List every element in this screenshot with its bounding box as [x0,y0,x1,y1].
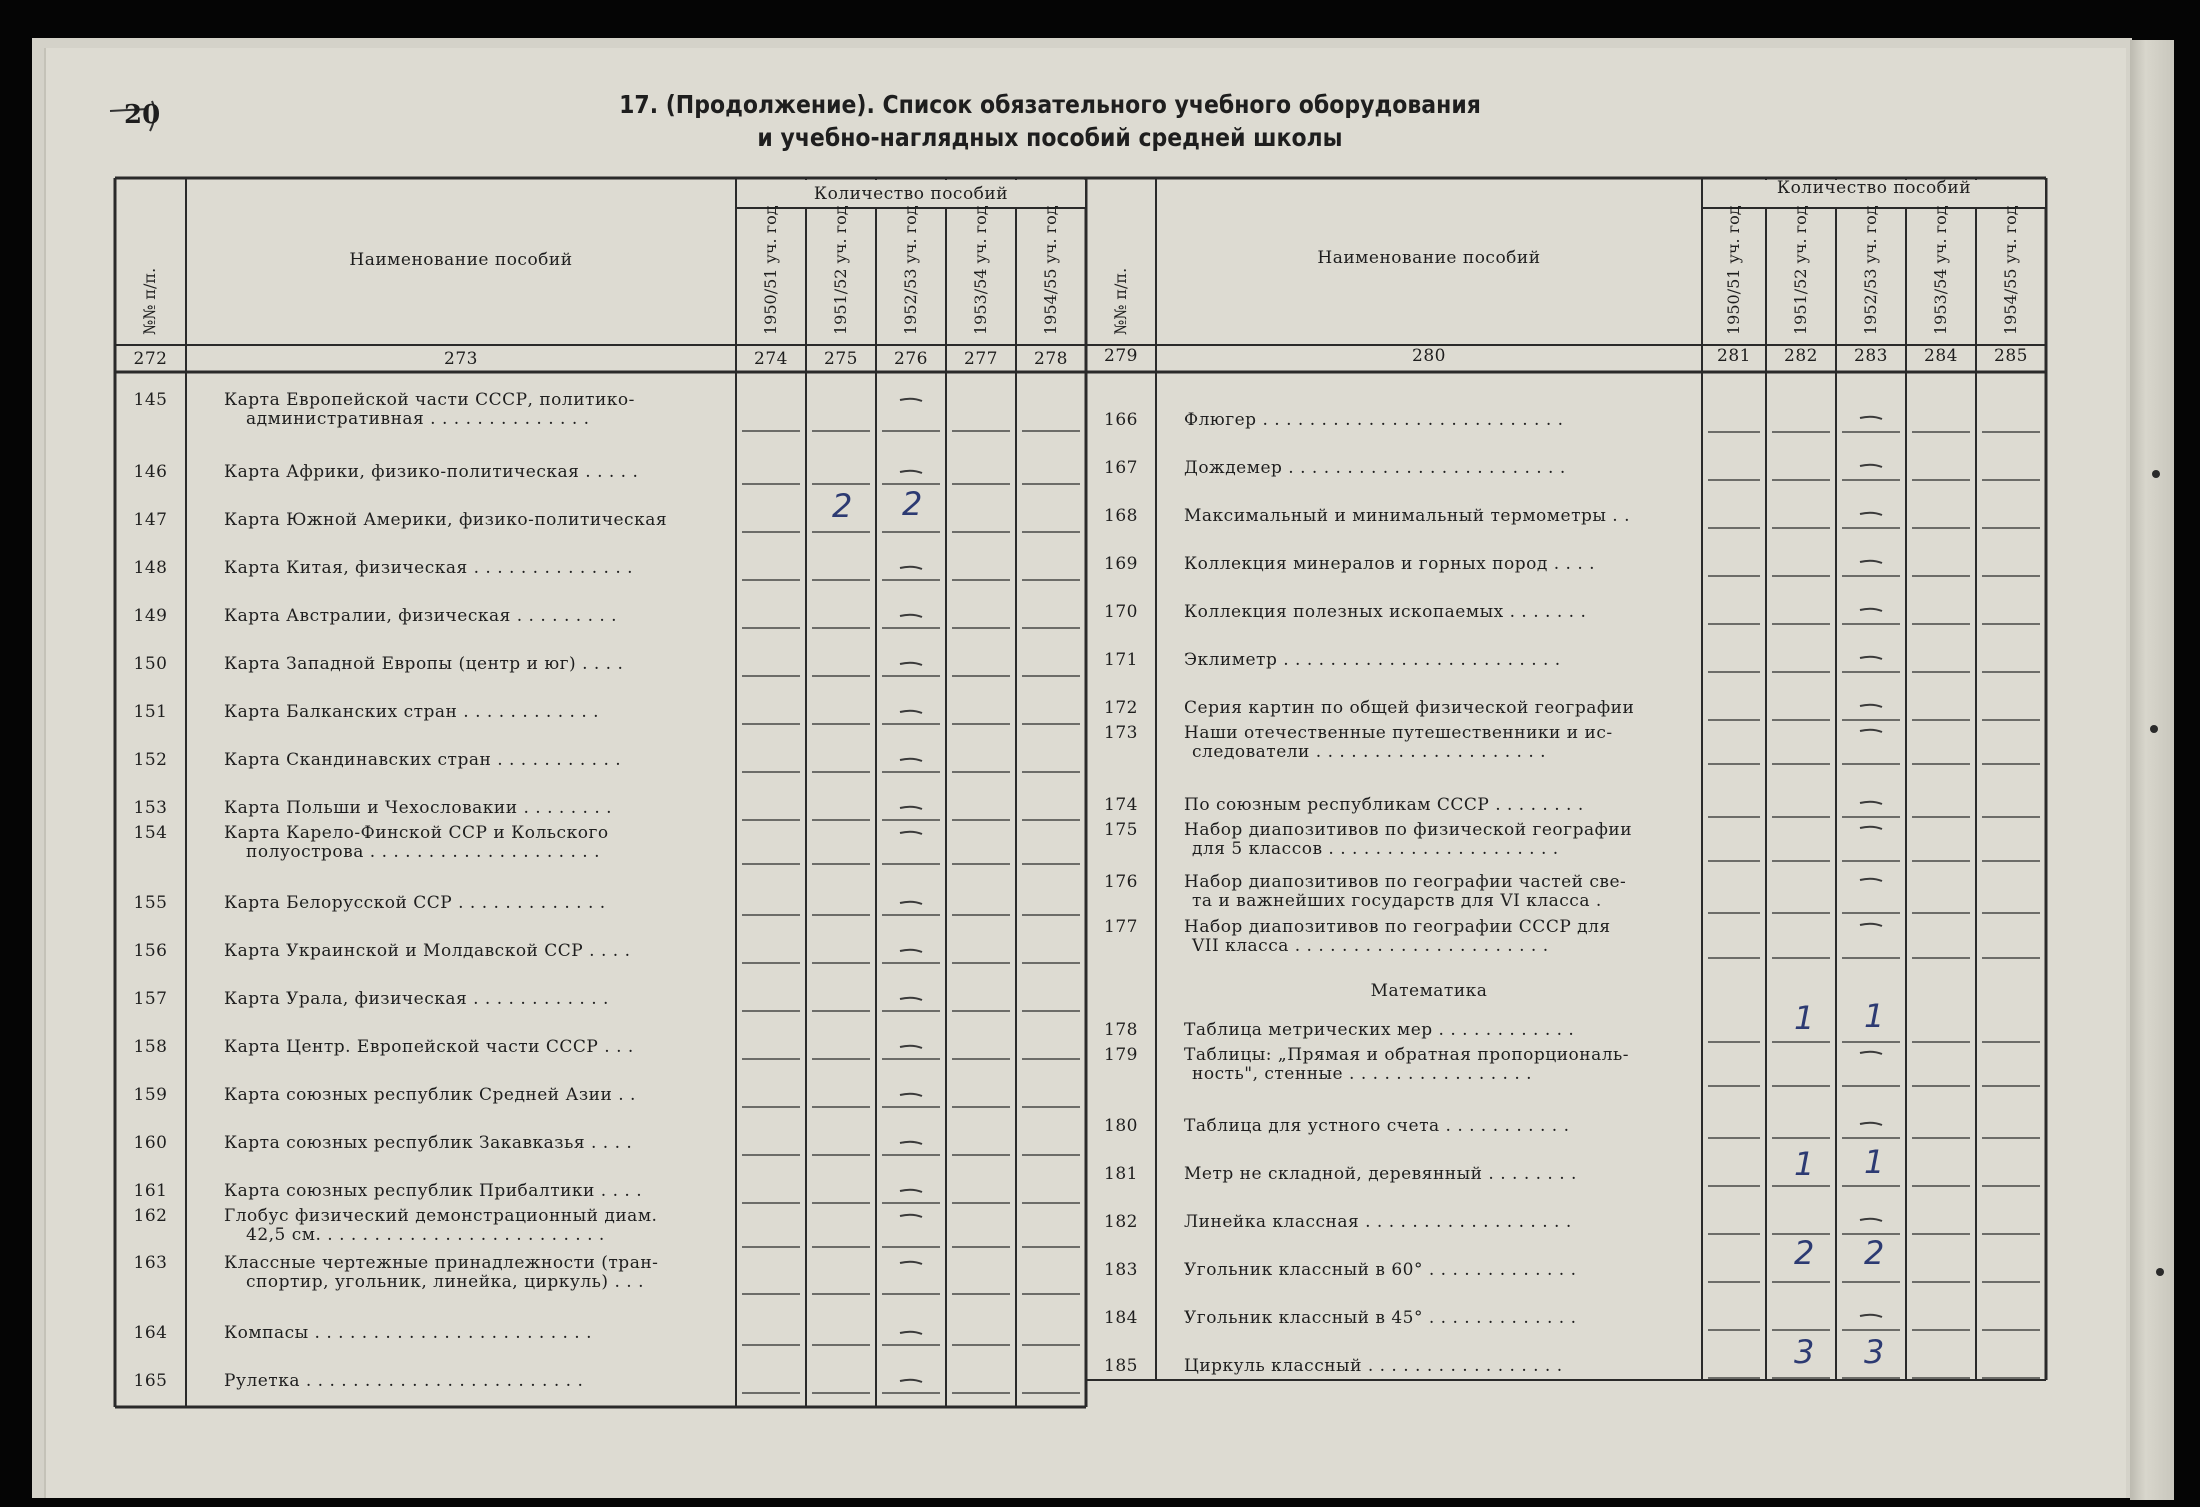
pencil-dash-mark [900,1262,922,1264]
header-number-label-right: №№ п/п. [1111,267,1130,335]
pencil-dash-mark [1860,1315,1882,1317]
pencil-dash-mark [900,663,922,665]
column-number-right: 282 [1784,346,1818,366]
header-year-right-3: 1953/54 уч. год [1931,205,1950,335]
left-row-name: Карта Африки, физико-политическая . . . . . [224,462,639,482]
right-row-number: 167 [1104,458,1138,478]
section-heading-mathematics: Математика [1370,981,1488,1001]
right-row-number: 172 [1104,698,1138,718]
right-row-number: 176 [1104,872,1138,892]
right-row-name: Серия картин по общей физической географии [1184,698,1635,718]
pencil-dash-mark [900,1094,922,1096]
left-row-number: 146 [133,462,168,482]
right-row-name: Флюгер . . . . . . . . . . . . . . . . . . . . . . . . . . [1184,410,1564,430]
pencil-dash-mark [900,567,922,569]
column-number: 276 [894,349,928,369]
right-row-number: 170 [1104,602,1138,622]
left-row-number: 159 [133,1085,168,1105]
left-row-number: 151 [133,702,168,722]
pencil-dash-mark [900,832,922,834]
header-year-3: 1953/54 уч. год [971,205,990,335]
right-row-number: 185 [1104,1356,1138,1376]
pencil-dash-mark [1860,609,1882,611]
right-row-name: Таблица для устного счета . . . . . . . . . . . [1184,1116,1570,1136]
handwritten-quantity: 1 [1794,999,1815,1037]
column-number: 275 [824,349,858,369]
right-row-name: Набор диапозитивов по физической географии [1184,820,1633,840]
left-row-name: Карта Украинской и Молдавской ССР . . . . [224,941,631,961]
right-row-number: 182 [1104,1212,1138,1232]
column-number-right: 281 [1717,346,1751,366]
column-number-right: 280 [1412,346,1446,366]
right-row-name: Циркуль классный . . . . . . . . . . . . . . . . . [1184,1356,1563,1376]
right-row-name: Линейка классная . . . . . . . . . . . . . . . . . . [1184,1212,1572,1232]
pencil-dash-mark [900,998,922,1000]
left-row-number: 165 [133,1371,168,1391]
left-row-number: 145 [133,390,168,410]
left-row-number: 153 [133,798,168,818]
header-year-4: 1954/55 уч. год [1041,205,1060,335]
pencil-dash-mark [900,902,922,904]
handwritten-quantity: 2 [1794,1234,1815,1272]
right-row-name: Коллекция минералов и горных пород . . . . [1184,554,1596,574]
header-year-1: 1951/52 уч. год [831,205,850,335]
left-row-number: 163 [133,1253,168,1273]
left-row-name: Карта Карело-Финской ССР и Кольского [224,823,609,843]
right-row-name: Коллекция полезных ископаемых . . . . . . . [1184,602,1587,622]
left-row-name: Компасы . . . . . . . . . . . . . . . . . . . . . . . . [224,1323,593,1343]
right-row-name: Угольник классный в 45° . . . . . . . . . . . . . [1184,1308,1577,1328]
right-row-name: Эклиметр . . . . . . . . . . . . . . . . . . . . . . . . [1184,650,1561,670]
left-row-number: 156 [133,941,168,961]
left-row-name: Глобус физический демонстрационный диам. [224,1206,658,1226]
right-row-number: 175 [1104,820,1138,840]
left-row-number: 158 [133,1037,168,1057]
pencil-dash-mark [1860,827,1882,829]
left-row-number: 148 [133,558,168,578]
pencil-dash-mark [900,759,922,761]
right-row-name: Таблица метрических мер . . . . . . . . . . . . [1184,1020,1575,1040]
pencil-dash-mark [900,711,922,713]
left-row-name: административная . . . . . . . . . . . . . . [246,409,590,429]
left-row-name: Карта союзных республик Закавказья . . . . [224,1133,633,1153]
handwritten-quantity: 1 [1864,1143,1885,1181]
right-row-number: 183 [1104,1260,1138,1280]
left-row-number: 147 [133,510,168,530]
left-row-name: Карта союзных республик Прибалтики . . . . [224,1181,643,1201]
pencil-dash-mark [900,1332,922,1334]
pencil-dash-mark [1860,1219,1882,1221]
left-row-name: Карта Балканских стран . . . . . . . . . . . . [224,702,600,722]
title-line-1: 17. (Продолжение). Список обязательного учебного оборудования [619,90,1481,119]
left-row-name: Карта союзных республик Средней Азии . . [224,1085,636,1105]
pencil-dash-mark [1860,1052,1882,1054]
left-row-name: Классные чертежные принадлежности (тран- [224,1253,659,1273]
handwritten-quantity: 2 [1864,1234,1885,1272]
handwritten-quantity: 1 [1794,1145,1815,1183]
left-row-name: Карта Европейской части СССР, политико- [224,390,635,410]
handwritten-quantity: 1 [1864,997,1885,1035]
left-row-name: Карта Китая, физическая . . . . . . . . . . . . . . [224,558,634,578]
column-number-right: 285 [1994,346,2028,366]
left-row-name: Рулетка . . . . . . . . . . . . . . . . . . . . . . . . [224,1371,584,1391]
pencil-dash-mark [900,1380,922,1382]
right-row-number: 169 [1104,554,1138,574]
right-row-number: 168 [1104,506,1138,526]
left-row-number: 155 [133,893,168,913]
left-row-name: Карта Австралии, физическая . . . . . . . . . [224,606,618,626]
left-row-number: 161 [133,1181,168,1201]
left-row-name: полуострова . . . . . . . . . . . . . . . . . . . . [246,842,601,862]
column-number: 274 [754,349,788,369]
left-row-number: 150 [133,654,168,674]
title-line-2: и учебно-наглядных пособий средней школы [757,123,1343,152]
column-number-right: 283 [1854,346,1888,366]
pencil-dash-mark [900,399,922,401]
pencil-dash-mark [1860,1123,1882,1125]
right-row-number: 171 [1104,650,1138,670]
handwritten-quantity: 2 [902,485,923,523]
right-row-number: 181 [1104,1164,1138,1184]
pencil-dash-mark [1860,879,1882,881]
right-row-name: следователи . . . . . . . . . . . . . . . . . . . . [1192,742,1547,762]
handwritten-quantity: 2 [832,487,853,525]
left-row-name: 42,5 см. . . . . . . . . . . . . . . . . . . . . . . . . [246,1225,605,1245]
pencil-dash-mark [900,1215,922,1217]
right-row-number: 177 [1104,917,1138,937]
pencil-dash-mark [1860,657,1882,659]
right-row-number: 178 [1104,1020,1138,1040]
left-row-number: 160 [133,1133,168,1153]
right-row-name: Наши отечественные путешественники и ис- [1184,723,1613,743]
left-row-name: спортир, угольник, линейка, циркуль) . . . [246,1272,644,1292]
left-row-number: 154 [133,823,168,843]
header-year-right-4: 1954/55 уч. год [2001,205,2020,335]
pencil-dash-mark [900,1046,922,1048]
pencil-dash-mark [900,1142,922,1144]
right-row-number: 179 [1104,1045,1138,1065]
left-row-number: 152 [133,750,168,770]
left-row-name: Карта Скандинавских стран . . . . . . . . . . . [224,750,622,770]
header-number-label: №№ п/п. [140,267,159,335]
right-row-name: та и важнейших государств для VI класса . [1192,891,1602,911]
pencil-dash-mark [900,950,922,952]
right-row-name: Дождемер . . . . . . . . . . . . . . . . . . . . . . . . [1184,458,1566,478]
left-row-name: Карта Белорусской ССР . . . . . . . . . . . . . [224,893,606,913]
header-year-right-0: 1950/51 уч. год [1724,205,1743,335]
pencil-dash-mark [1860,465,1882,467]
column-number-right: 279 [1104,346,1138,366]
header-year-2: 1952/53 уч. год [901,205,920,335]
pencil-dash-mark [900,615,922,617]
right-row-number: 166 [1104,410,1138,430]
pencil-dash-mark [1860,924,1882,926]
pencil-dash-mark [1860,417,1882,419]
left-row-number: 162 [133,1206,168,1226]
left-row-name: Карта Урала, физическая . . . . . . . . . . . . [224,989,609,1009]
right-row-number: 184 [1104,1308,1138,1328]
pencil-dash-mark [1860,802,1882,804]
pencil-dash-mark [900,1190,922,1192]
right-row-number: 173 [1104,723,1138,743]
handwritten-quantity: 3 [1794,1333,1815,1371]
right-row-name: По союзным республикам СССР . . . . . . . . [1184,795,1584,815]
column-number-right: 284 [1924,346,1958,366]
header-name-label-right: Наименование пособий [1317,248,1541,268]
right-row-number: 174 [1104,795,1138,815]
left-row-name: Карта Южной Америки, физико-политическая [224,510,668,530]
left-row-number: 149 [133,606,168,626]
left-row-name: Карта Центр. Европейской части СССР . . . [224,1037,634,1057]
pencil-dash-mark [1860,513,1882,515]
header-year-right-1: 1951/52 уч. год [1791,205,1810,335]
column-number: 272 [133,349,168,369]
right-row-name: Таблицы: „Прямая и обратная пропорциональ- [1184,1045,1630,1065]
page-number: 20 [124,100,161,130]
column-number: 278 [1034,349,1068,369]
header-year-0: 1950/51 уч. год [761,205,780,335]
pencil-dash-mark [1860,561,1882,563]
right-row-name: Максимальный и минимальный термометры . . [1184,506,1631,526]
pencil-dash-mark [900,471,922,473]
header-name-label: Наименование пособий [349,250,573,270]
pencil-dash-mark [1860,730,1882,732]
right-row-number: 180 [1104,1116,1138,1136]
left-row-number: 157 [133,989,168,1009]
right-row-name: Метр не складной, деревянный . . . . . . . . [1184,1164,1577,1184]
right-row-name: ность", стенные . . . . . . . . . . . . . . . . [1192,1064,1533,1084]
left-row-name: Карта Польши и Чехословакии . . . . . . . . [224,798,613,818]
column-number: 273 [444,349,478,369]
handwritten-quantity: 3 [1864,1333,1885,1371]
right-row-name: Угольник классный в 60° . . . . . . . . . . . . . [1184,1260,1577,1280]
pencil-dash-mark [900,807,922,809]
left-row-number: 164 [133,1323,168,1343]
right-row-name: VII класса . . . . . . . . . . . . . . . . . . . . . . [1192,936,1549,956]
header-quantity-label: Количество пособий [813,184,1009,204]
right-row-name: для 5 классов . . . . . . . . . . . . . . . . . . . . [1192,839,1559,859]
right-row-name: Набор диапозитивов по географии СССР для [1184,917,1611,937]
left-row-name: Карта Западной Европы (центр и юг) . . . . [224,654,624,674]
pencil-dash-mark [1860,705,1882,707]
right-row-name: Набор диапозитивов по географии частей све- [1184,872,1627,892]
header-quantity-label-right: Количество пособий [1776,178,1972,198]
header-year-right-2: 1952/53 уч. год [1861,205,1880,335]
column-number: 277 [964,349,998,369]
